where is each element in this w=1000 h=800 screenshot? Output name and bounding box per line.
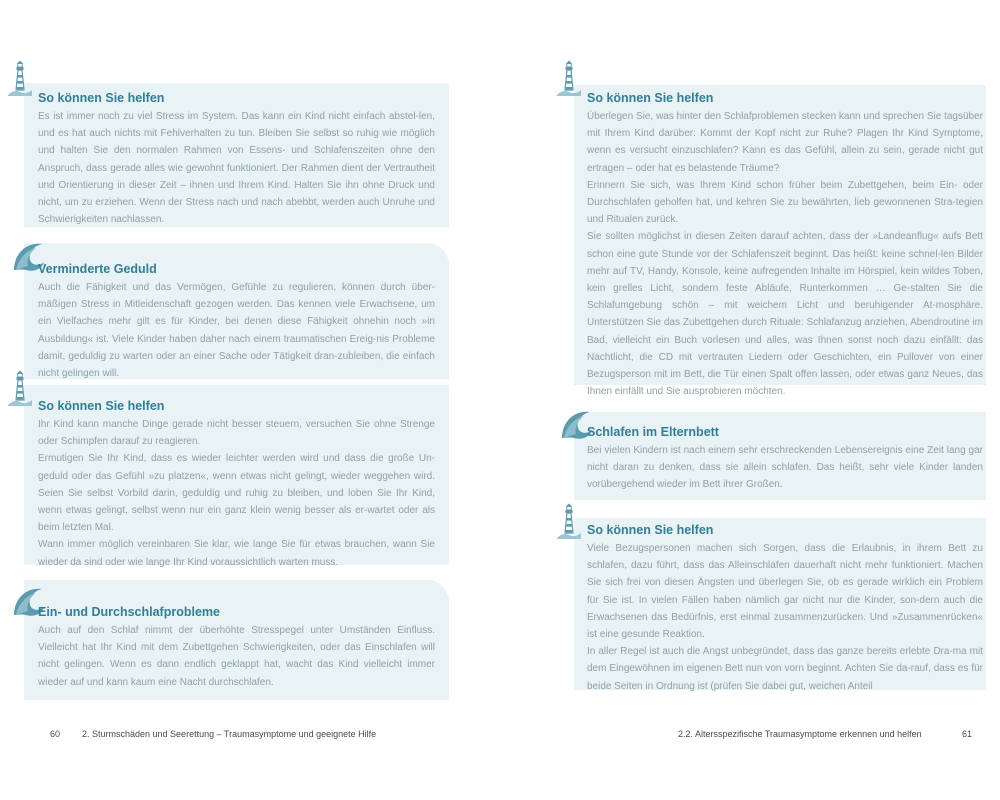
page-number: 60 [50, 729, 61, 739]
section-heading: So können Sie helfen [38, 91, 165, 105]
lighthouse-icon [555, 503, 583, 539]
paragraph: In aller Regel ist auch die Angst unbegründet, dass das ganze bereits erlebte Dra-ma mit dem Eingewöhnen im eigenen Bett nun von vorn beginnt. Achten Sie da-rauf, dass es für beide Seiten in Ordnung ist (prüfen Sie dabei gut, weichen Anteil [587, 646, 983, 692]
paragraph: Wann immer möglich vereinbaren Sie klar, wie lange Sie für etwas brauchen, wann Sie wieder da sind oder wie lange Ihr Kind voraussichtlich warten muss. [38, 539, 435, 568]
paragraph: Bei vielen Kindern ist nach einem sehr erschreckenden Lebensereignis eine Zeit lang gar nicht daran zu denken, dass sie allein schlafen. Das heißt, sehr viele Kinder landen vorübergehend wieder im Bett ihrer Großen. [587, 445, 983, 491]
section-topic [38, 261, 435, 382]
lighthouse-icon [555, 60, 583, 96]
section-topic [38, 604, 435, 691]
section-heading: So können Sie helfen [587, 523, 714, 537]
paragraph: Sie sollten möglichst in diesen Zeiten darauf achten, dass der »Landeanflug« aufs Bett schon eine gute Stunde vor der Schlafenszeit beginnt. Das heißt: keine schnel-len Bilder mehr auf TV, Handy, Konsole, keine aufregenden Inhalte im Hörspiel, kein wildes Toben, kein grelles Licht, sondern feste Abläufe, Runterkommen … Ge-stalten Sie die Schlafumgebung schön – mit weichem Licht und beruhigender At-mosphäre. Unterstützen Sie das Zubettgehen durch Rituale: Schlafanzug anziehen, Abendroutine im Bad, vielleicht ein Buch vorlesen und alles, was Ihnen sonst noch dazu einfällt: das Nachtlicht, die CD mit vertrauten Liedern oder Geschichten, ein Pullover von einer Bezugsperson mit im Bett, die Tür einen Spalt offen lassen, oder etwas ganz Neues, das Ihnen einfällt und Sie ausprobieren möchten. [587, 231, 983, 398]
paragraph: Viele Bezugspersonen machen sich Sorgen, dass die Erlaubnis, in ihrem Bett zu schlafen, dazu führt, dass das Alleinschlafen dauerhaft nicht mehr funktioniert. Machen Sie sich frei von diesen Ängsten und überlegen Sie, ob es gerade wirklich ein Problem für Sie ist. In vielen Fällen haben nämlich gar nicht nur die Kinder, son-dern auch die Erwachsenen das Bedürfnis, erst einmal zusammenzurücken. Und »Zusammenrücken« ist eine gesunde Reaktion. [587, 543, 983, 641]
paragraph: Es ist immer noch zu viel Stress im System. Das kann ein Kind nicht einfach abstel-len, und es hat auch nichts mit Fehlverhalten zu tun. Bleiben Sie selbst so ruhig wie möglich und halten Sie den normalen Rahmen von Essens- und Schlafenszeiten ohne den Anspruch, dass gerade alles wie gewohnt funktioniert. Der Rahmen dient der Vertrautheit und Orientierung in dieser Zeit – ihnen und Ihrem Kind. Halten Sie ihn ohne Druck und nicht, um zu erziehen. Wenn der Stress nach und nach abebbt, werden auch Unruhe und Schwierigkeiten nachlassen. [38, 111, 435, 226]
running-title: 2. Sturmschäden und Seerettung – Traumasymptome und geeignete Hilfe [82, 729, 377, 739]
section-topic [587, 424, 983, 494]
paragraph: Ihr Kind kann manche Dinge gerade nicht besser steuern, versuchen Sie ohne Strenge oder Schimpfen darauf zu reagieren. [38, 419, 435, 448]
right-page [500, 0, 1000, 800]
section-tip [587, 522, 983, 695]
section-tip [38, 398, 435, 571]
paragraph: Erinnern Sie sich, was Ihrem Kind schon früher beim Zubettgehen, beim Ein- oder Durchschlafen geholfen hat, und kehren Sie zu bewährten, lieb gewonnenen Stra-tegien und Ritualen zurück. [587, 179, 983, 226]
lighthouse-icon [6, 370, 34, 406]
paragraph: Auch auf den Schlaf nimmt der überhöhte Stresspegel unter Umständen Einfluss. Vielleicht hat Ihr Kind mit dem Zubettgehen Schwierigkeiten, oder das Einschlafen will nicht gelingen. Wenn es dann endlich geklappt hat, wacht das Kind vielleicht immer wieder auf und kann kaum eine Nacht durchschlafen. [38, 625, 435, 688]
paragraph: Überlegen Sie, was hinter den Schlafproblemen stecken kann und sprechen Sie tagsüber mit Ihrem Kind darüber: Kommt der Kopf nicht zur Ruhe? Plagen Ihr Kind Symptome, wenn es versucht einzuschlafen? Kann es das Gefühl, allein zu sein, gerade nicht gut ertragen – oder hat es belastende Träume? [587, 111, 983, 174]
section-heading: So können Sie helfen [38, 399, 165, 413]
section-tip [587, 90, 983, 400]
section-heading: Schlafen im Elternbett [587, 425, 719, 439]
section-heading: So können Sie helfen [587, 91, 714, 105]
paragraph: Auch die Fähigkeit und das Vermögen, Gefühle zu regulieren, können durch über-mäßigen Stress in Mitleidenschaft gezogen werden. Das kennen viele Erwachsene, um ein Vielfaches mehr gilt es für Kinder, bei denen diese Fähigkeit ohnehin noch »in Ausbildung« ist. Viele Kinder haben daher nach einem traumatischen Ereig-nis Probleme damit, geduldig zu warten oder an einer Sache oder Tätigkeit dran-zubleiben, die einfach nicht gelingen will. [38, 282, 435, 380]
section-heading: Ein- und Durchschlafprobleme [38, 605, 220, 619]
running-title: 2.2. Altersspezifische Traumasymptome erkennen und helfen [678, 729, 922, 739]
section-heading: Verminderte Geduld [38, 262, 157, 276]
paragraph: Ermutigen Sie Ihr Kind, dass es wieder leichter werden wird und dass die große Un-geduld oder das Gefühl »zu platzen«, wenn etwas nicht gelingt, wieder weggehen wird. Seien Sie selbst Vorbild darin, geduldig und ruhig zu bleiben, und loben Sie Ihr Kind, wenn etwas gelingt, selbst wenn nur ein ganz klein wenig besser als er-wartet oder als beim letzten Mal. [38, 453, 435, 534]
page-number: 61 [962, 729, 973, 739]
section-tip [38, 90, 435, 228]
lighthouse-icon [6, 60, 34, 96]
